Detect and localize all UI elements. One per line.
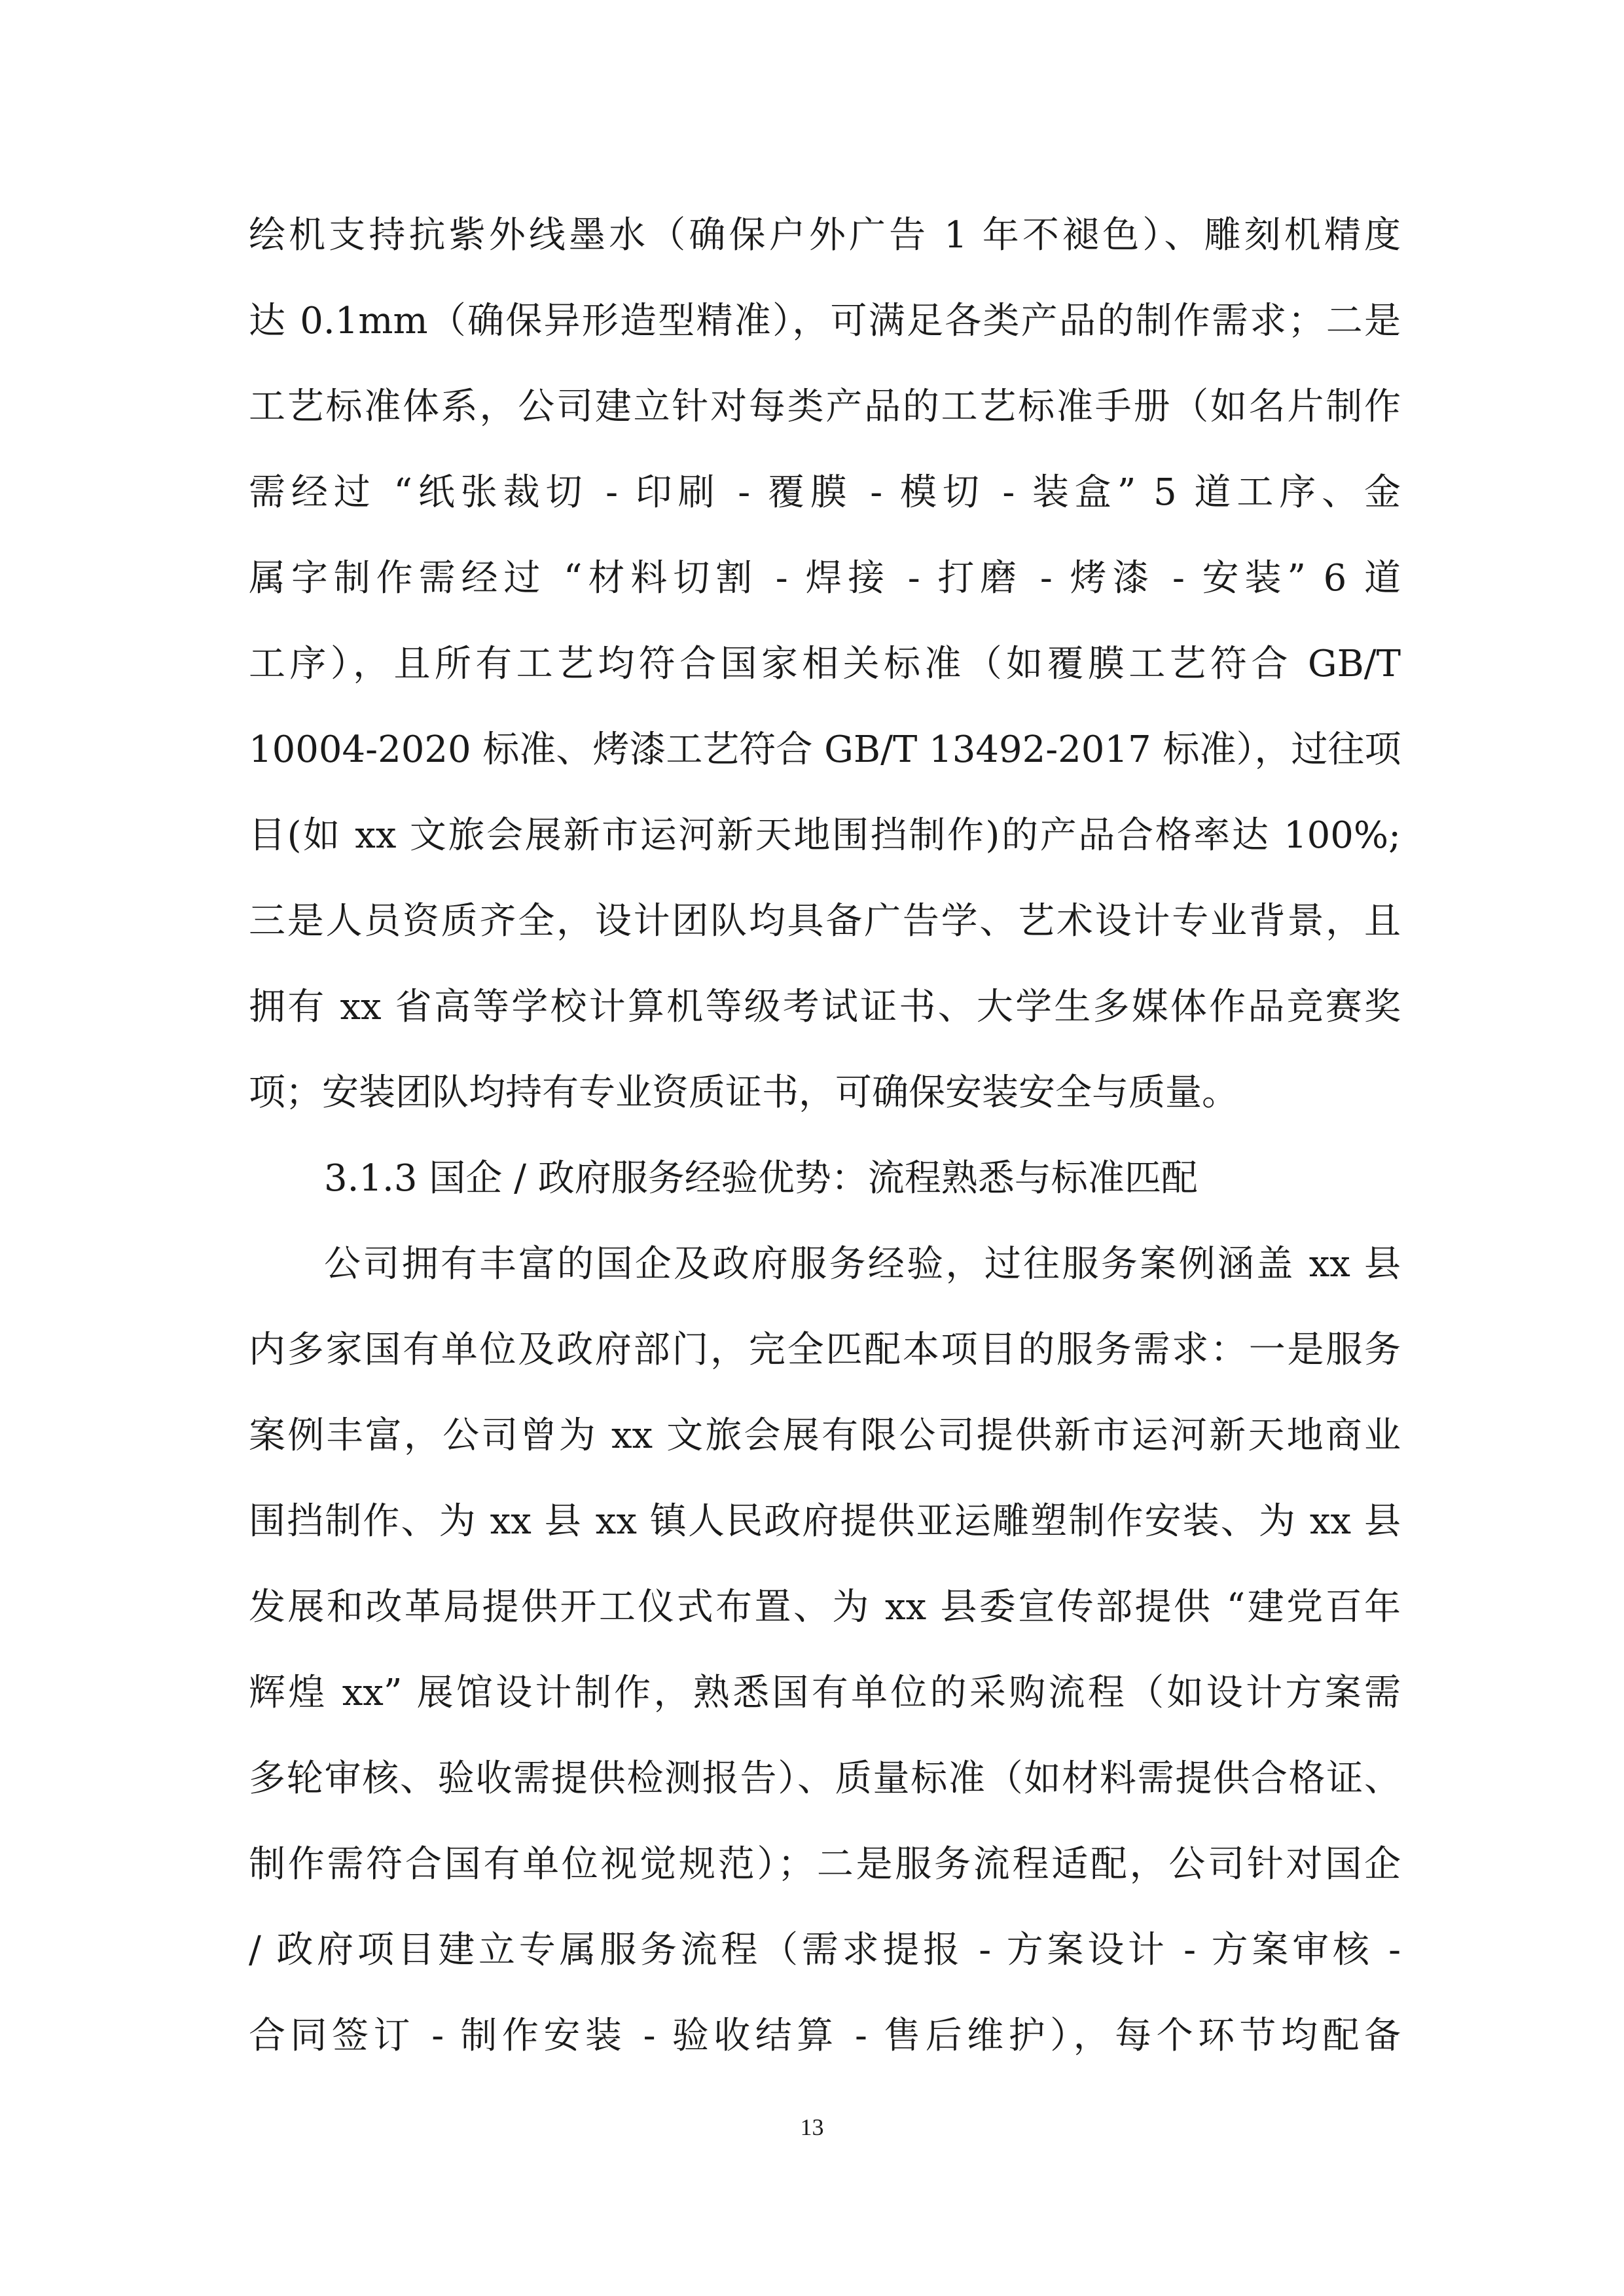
paragraph-1-line-11: 项；安装团队均持有专业资质证书，可确保安装安全与质量。	[249, 1071, 1238, 1114]
paragraph-1-line-7: 10004-2020 标准、烤漆工艺符合 GB/T 13492-2017 标准），过往项	[249, 728, 1401, 771]
page-number: 13	[800, 2114, 824, 2140]
paragraph-2-line-4: 围挡制作、为 xx 县 xx 镇人民政府提供亚运雕塑制作安装、为 xx 县	[249, 1500, 1401, 1543]
paragraph-2-line-3: 案例丰富，公司曾为 xx 文旅会展有限公司提供新市运河新天地商业	[249, 1414, 1401, 1457]
paragraph-2-line-9: / 政府项目建立专属服务流程（需求提报 - 方案设计 - 方案审核 -	[249, 1929, 1401, 1971]
paragraph-1-line-9: 三是人员资质齐全，设计团队均具备广告学、艺术设计专业背景，且	[249, 900, 1401, 942]
paragraph-1-line-4: 需经过 “纸张裁切 - 印刷 - 覆膜 - 模切 - 装盒” 5 道工序、金	[249, 471, 1401, 514]
paragraph-1-line-10: 拥有 xx 省高等学校计算机等级考试证书、大学生多媒体作品竞赛奖	[249, 986, 1401, 1028]
paragraph-2-line-7: 多轮审核、验收需提供检测报告）、质量标准（如材料需提供合格证、	[249, 1757, 1401, 1800]
paragraph-2-line-2: 内多家国有单位及政府部门，完全匹配本项目的服务需求：一是服务	[249, 1329, 1401, 1371]
paragraph-2-line-10: 合同签订 - 制作安装 - 验收结算 - 售后维护），每个环节均配备	[249, 2015, 1401, 2057]
paragraph-1-line-5: 属字制作需经过 “材料切割 - 焊接 - 打磨 - 烤漆 - 安装” 6 道	[249, 557, 1401, 600]
paragraph-1-line-6: 工序），且所有工艺均符合国家相关标准（如覆膜工艺符合 GB/T	[249, 643, 1401, 685]
paragraph-2-line-6: 辉煌 xx” 展馆设计制作，熟悉国有单位的采购流程（如设计方案需	[249, 1672, 1401, 1714]
paragraph-1-line-8: 目(如 xx 文旅会展新市运河新天地围挡制作)的产品合格率达 100%;	[249, 814, 1401, 857]
paragraph-1-line-3: 工艺标准体系，公司建立针对每类产品的工艺标准手册（如名片制作	[249, 386, 1401, 428]
paragraph-2-line-5: 发展和改革局提供开工仪式布置、为 xx 县委宣传部提供 “建党百年	[249, 1586, 1401, 1628]
paragraph-2-line-1: 公司拥有丰富的国企及政府服务经验，过往服务案例涵盖 xx 县	[324, 1243, 1401, 1285]
paragraph-2-line-8: 制作需符合国有单位视觉规范）；二是服务流程适配，公司针对国企	[249, 1843, 1401, 1886]
paragraph-1-line-1: 绘机支持抗紫外线墨水（确保户外广告 1 年不褪色）、雕刻机精度	[249, 214, 1401, 257]
paragraph-1-line-2: 达 0.1mm（确保异形造型精准），可满足各类产品的制作需求；二是	[249, 300, 1401, 342]
section-heading: 3.1.3 国企 / 政府服务经验优势：流程熟悉与标准匹配	[324, 1157, 1198, 1200]
